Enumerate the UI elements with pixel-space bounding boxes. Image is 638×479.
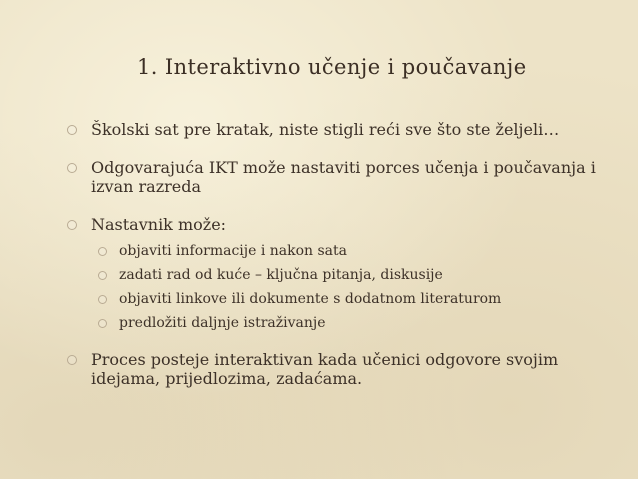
bullet-item (64, 215, 624, 234)
sub-bullet-item (64, 291, 624, 308)
bullet-circle-icon (67, 355, 77, 365)
sub-bullet-circle-icon (98, 247, 107, 256)
sub-bullet-text: predložiti daljnje istraživanje (119, 315, 326, 331)
bullet-text: Školski sat pre kratak, niste stigli reći sve što ste željeli… (91, 120, 560, 139)
sub-bullet-item (64, 315, 624, 332)
bullet-text: Odgovarajuća IKT može nastaviti porces učenja i poučavanja i izvan razreda (91, 158, 596, 196)
bullet-item (64, 350, 624, 388)
sub-bullet-item (64, 267, 624, 284)
bullet-text: Nastavnik može: (91, 215, 227, 234)
sub-bullet-circle-icon (98, 295, 107, 304)
sub-bullet-item (64, 243, 624, 260)
bullet-circle-icon (67, 125, 77, 135)
bullet-item (64, 120, 624, 139)
bullet-circle-icon (67, 220, 77, 230)
sub-bullet-text: objaviti linkove ili dokumente s dodatnom literaturom (119, 291, 502, 307)
bullet-list (64, 120, 624, 388)
sub-bullet-circle-icon (98, 271, 107, 280)
bullet-circle-icon (67, 163, 77, 173)
sub-bullet-text: objaviti informacije i nakon sata (119, 243, 348, 259)
bullet-item (64, 158, 624, 196)
bullet-text: Proces posteje interaktivan kada učenici odgovore svojim idejama, prijedlozima, zadaćama. (91, 350, 559, 388)
sub-bullet-circle-icon (98, 319, 107, 328)
slide-title: 1. Interaktivno učenje i poučavanje (137, 55, 527, 79)
sub-bullet-list (64, 243, 624, 332)
sub-bullet-text: zadati rad od kuće – ključna pitanja, diskusije (119, 267, 443, 283)
